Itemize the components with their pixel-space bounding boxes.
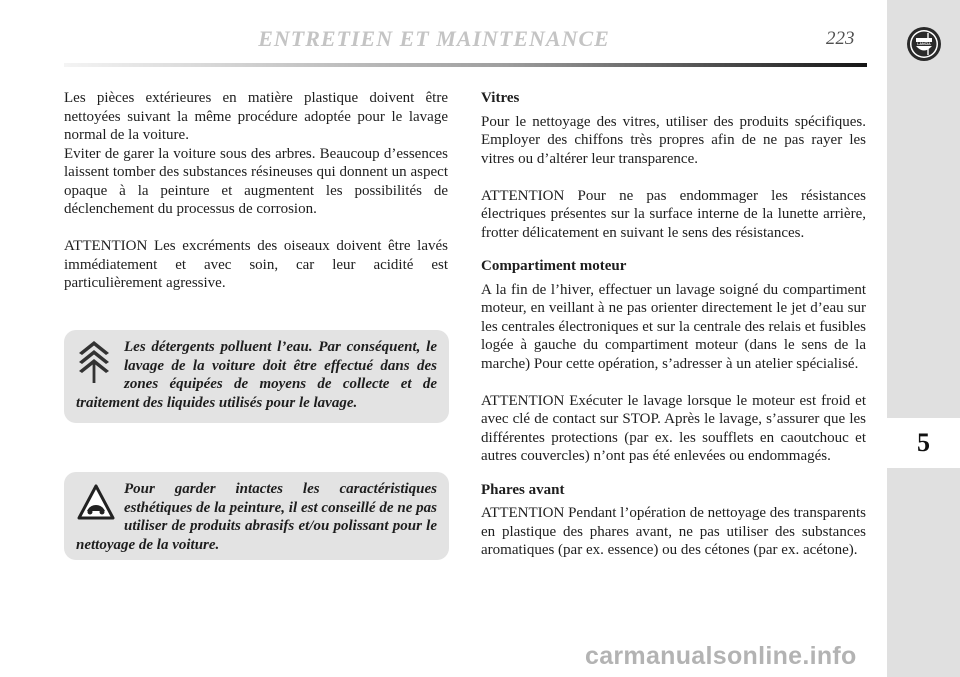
paragraph: ATTENTION Les excréments des oiseaux doivent être lavés immédiatement et avec soin, car leur acidité est particulièrement agressive. [64,238,448,291]
watermark: carmanualsonline.info [585,642,857,670]
header-divider [64,63,867,67]
paragraph: ATTENTION Pour ne pas endommager les résistances électriques présentes sur la surface interne de la lunette arrière, frotter délicatement en suivant le sens des résistances. [481,187,866,241]
paragraph: ATTENTION Exécuter le lavage lorsque le moteur est froid et avec clé de contact sur STOP. Après le lavage, s’assurer que les différentes protections (par ex. les soufflets en caoutchouc et autres couvercles) n’ont pas été enlevées ou endommagés. [481,392,866,464]
right-column [481,89,866,560]
lancia-logo [906,26,942,62]
left-column [64,89,448,293]
environment-notice [64,330,449,423]
paragraph: Les pièces extérieures en matière plastique doivent être nettoyées suivant la même procédure adoptée pour le lavage normal de la voiture. [64,90,448,143]
section-heading-phares-avant: Phares avant [481,481,565,498]
paragraph: ATTENTION Pendant l’opération de nettoyage des transparents en plastique des phares avant, ne pas utiliser des substances aromatiques (par ex. essence) ou des cétones (par ex. acétone). [481,505,866,558]
svg-text:LANCIA: LANCIA [917,42,931,47]
paragraph: A la fin de l’hiver, effectuer un lavage soigné du compartiment moteur, en veillant à ne pas orienter directement le jet d’eau sur les centrales électroniques et sur la centrale des relais et fusibles logée à gauche du compartiment moteur (dans le sens de la marche) Pour cette opération, s’adresser à un atelier spécialisé. [481,281,866,372]
chapter-tab: 5 [887,418,960,468]
warning-triangle-icon [76,480,124,532]
section-title: ENTRETIEN ET MAINTENANCE [258,26,610,51]
paragraph: Eviter de garer la voiture sous des arbres. Beaucoup d’essences laissent tomber des substances résineuses qui donnent un aspect opaque à la peinture et augmentent les possibilités de déclenchement du processus de corrosion. [64,145,448,217]
environment-notice-text: Les détergents polluent l’eau. Par conséquent, le lavage de la voiture doit être effectué dans des zones équipées de moyens de collecte et de traitement des liquides utilisés pour le lavage. [76,339,437,411]
paragraph: Pour le nettoyage des vitres, utiliser des produits spécifiques. Employer des chiffons très propres afin de ne pas rayer les vitres ou d’altérer leur transparence. [481,113,866,167]
section-heading-compartiment-moteur: Compartiment moteur [481,258,627,274]
page-number: 223 [826,28,855,49]
side-tab-strip [887,0,960,677]
environment-icon [76,338,124,390]
warning-notice-text: Pour garder intactes les caractéristiques esthétiques de la peinture, il est conseillé de ne pas utiliser de produits abrasifs et/ou polissant pour le nettoyage de la voiture. [76,481,437,553]
section-heading-vitres: Vitres [481,90,520,106]
warning-notice [64,472,449,560]
